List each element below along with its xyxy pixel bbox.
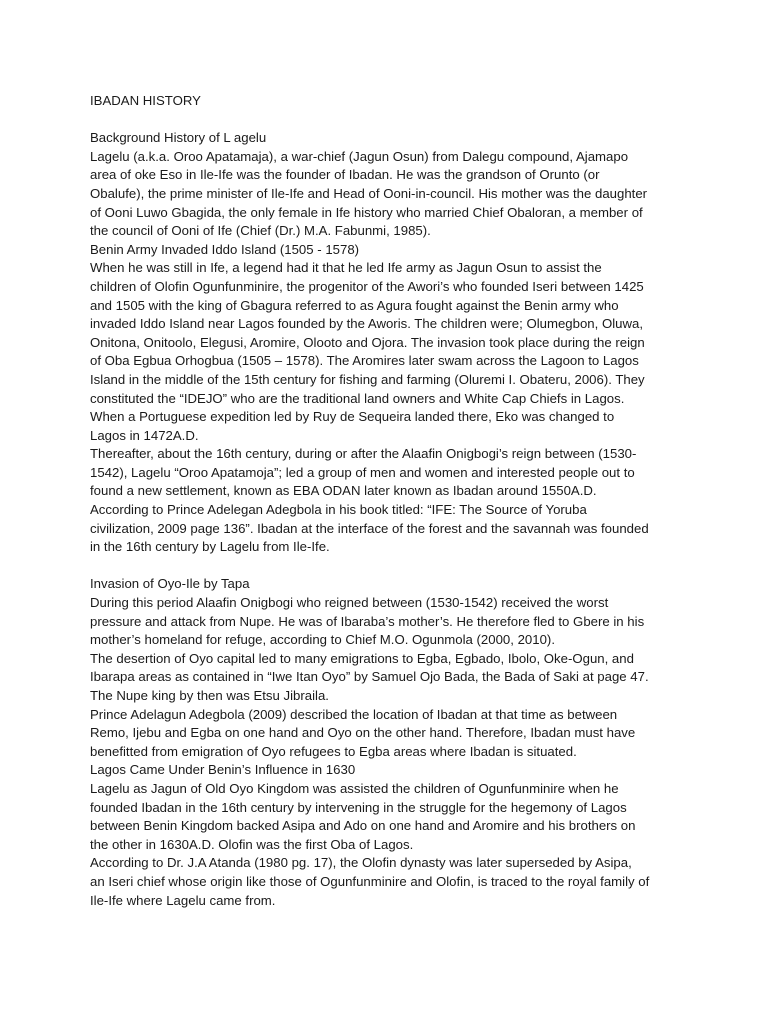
paragraph-line: mother’s homeland for refuge, according to Chief M.O. Ogunmola (2000, 2010).	[90, 632, 555, 648]
section-heading-benin-army: Benin Army Invaded Iddo Island (1505 - 1578)	[90, 241, 360, 257]
paragraph-line: found a new settlement, known as EBA ODAN later known as Ibadan around 1550A.D.	[90, 483, 597, 499]
document-page	[90, 92, 690, 910]
paragraph-line: Lagos in 1472A.D.	[90, 427, 199, 443]
paragraph-line: The Nupe king by then was Etsu Jibraila.	[90, 688, 329, 703]
paragraph-line: of Ooni Luwo Gbagida, the only female in Ife history who married Chief Obaloran, a member of	[90, 204, 643, 220]
paragraph-line: Lagelu as Jagun of Old Oyo Kingdom was assisted the children of Ogunfunminire when he	[90, 780, 619, 796]
paragraph-line: During this period Alaafin Onigbogi who reigned between (1530-1542) received the worst	[90, 595, 609, 611]
paragraph-line: Island in the middle of the 15th century for fishing and farming (Oluremi I. Obateru, 2006). They	[90, 371, 645, 387]
section-heading-background: Background History of L agelu	[90, 130, 267, 146]
paragraph-line: Ibarapa areas as contained in “Iwe Itan Oyo” by Samuel Ojo Bada, the Bada of Saki at page 47.	[90, 669, 649, 685]
paragraph-line: the other in 1630A.D. Olofin was the first Oba of Lagos.	[90, 836, 414, 852]
paragraph-line: According to Prince Adelegan Adegbola in his book titled: “IFE: The Source of Yoruba	[90, 502, 587, 518]
document-title: IBADAN HISTORY	[90, 93, 201, 108]
paragraph-line: Prince Adelagun Adegbola (2009) described the location of Ibadan at that time as between	[90, 706, 618, 722]
paragraph-line: children of Olofin Ogunfunminire, the progenitor of the Awori’s who founded Iseri between 1425	[90, 278, 644, 294]
section-heading-lagos-benin: Lagos Came Under Benin’s Influence in 1630	[90, 762, 356, 778]
paragraph-line: and 1505 with the king of Gbagura referred to as Agura fought against the Benin army who	[90, 297, 619, 313]
paragraph-line: the council of Ooni of Ife (Chief (Dr.) M.A. Fabunmi, 1985).	[90, 223, 431, 239]
paragraph-line: The desertion of Oyo capital led to many emigrations to Egba, Egbado, Ibolo, Oke-Ogun, and	[90, 650, 634, 666]
paragraph-line: Ile-Ife where Lagelu came from.	[90, 892, 276, 908]
paragraph-line: Lagelu (a.k.a. Oroo Apatamaja), a war-chief (Jagun Osun) from Dalegu compound, Ajamapo	[90, 148, 629, 164]
section-heading-invasion: Invasion of Oyo-Ile by Tapa	[90, 576, 250, 592]
paragraph-line: invaded Iddo Island near Lagos founded by the Aworis. The children were; Olumegbon, Oluwa,	[90, 316, 644, 332]
paragraph-line: 1542), Lagelu “Oroo Apatamoja”; led a group of men and women and interested people out to	[90, 464, 635, 480]
paragraph-line: between Benin Kingdom backed Asipa and Ado on one hand and Aromire and his brothers on	[90, 818, 636, 834]
spacer	[90, 557, 690, 576]
paragraph-line: of Oba Egbua Orhogbua (1505 – 1578). The Aromires later swam across the Lagoon to Lagos	[90, 353, 639, 369]
paragraph-line: area of oke Eso in Ile-Ife was the founder of Ibadan. He was the grandson of Orunto (or	[90, 167, 600, 183]
paragraph-line: According to Dr. J.A Atanda (1980 pg. 17), the Olofin dynasty was later superseded by Asipa,	[90, 855, 632, 871]
paragraph-line: When a Portuguese expedition led by Ruy de Sequeira landed there, Eko was changed to	[90, 409, 615, 425]
paragraph-line: an Iseri chief whose origin like those of Ogunfunminire and Olofin, is traced to the royal family of	[90, 873, 650, 889]
paragraph-line: Obalufe), the prime minister of Ile-Ife and Head of Ooni-in-council. His mother was the daughter	[90, 185, 648, 201]
paragraph-line: pressure and attack from Nupe. He was of Ibaraba’s mother’s. He therefore fled to Gbere in his	[90, 613, 645, 629]
paragraph-line: founded Ibadan in the 16th century by intervening in the struggle for the hegemony of Lagos	[90, 799, 627, 815]
paragraph-line: civilization, 2009 page 136”. Ibadan at the interface of the forest and the savannah was founded	[90, 520, 649, 536]
paragraph-line: constituted the “IDEJO” who are the traditional land owners and White Cap Chiefs in Lagos.	[90, 390, 625, 406]
spacer	[90, 111, 690, 130]
paragraph-line: benefitted from emigration of Oyo refugees to Egba areas where Ibadan is situated.	[90, 743, 577, 759]
paragraph-line: in the 16th century by Lagelu from Ile-Ife.	[90, 539, 330, 555]
paragraph-line: Onitona, Onitoolo, Elegusi, Aromire, Olooto and Ojora. The invasion took place during the reign	[90, 334, 645, 350]
paragraph-line: When he was still in Ife, a legend had it that he led Ife army as Jagun Osun to assist the	[90, 260, 602, 276]
paragraph-line: Thereafter, about the 16th century, during or after the Alaafin Onigbogi’s reign between (1530-	[90, 446, 637, 462]
paragraph-line: Remo, Ijebu and Egba on one hand and Oyo on the other hand. Therefore, Ibadan must have	[90, 725, 636, 741]
